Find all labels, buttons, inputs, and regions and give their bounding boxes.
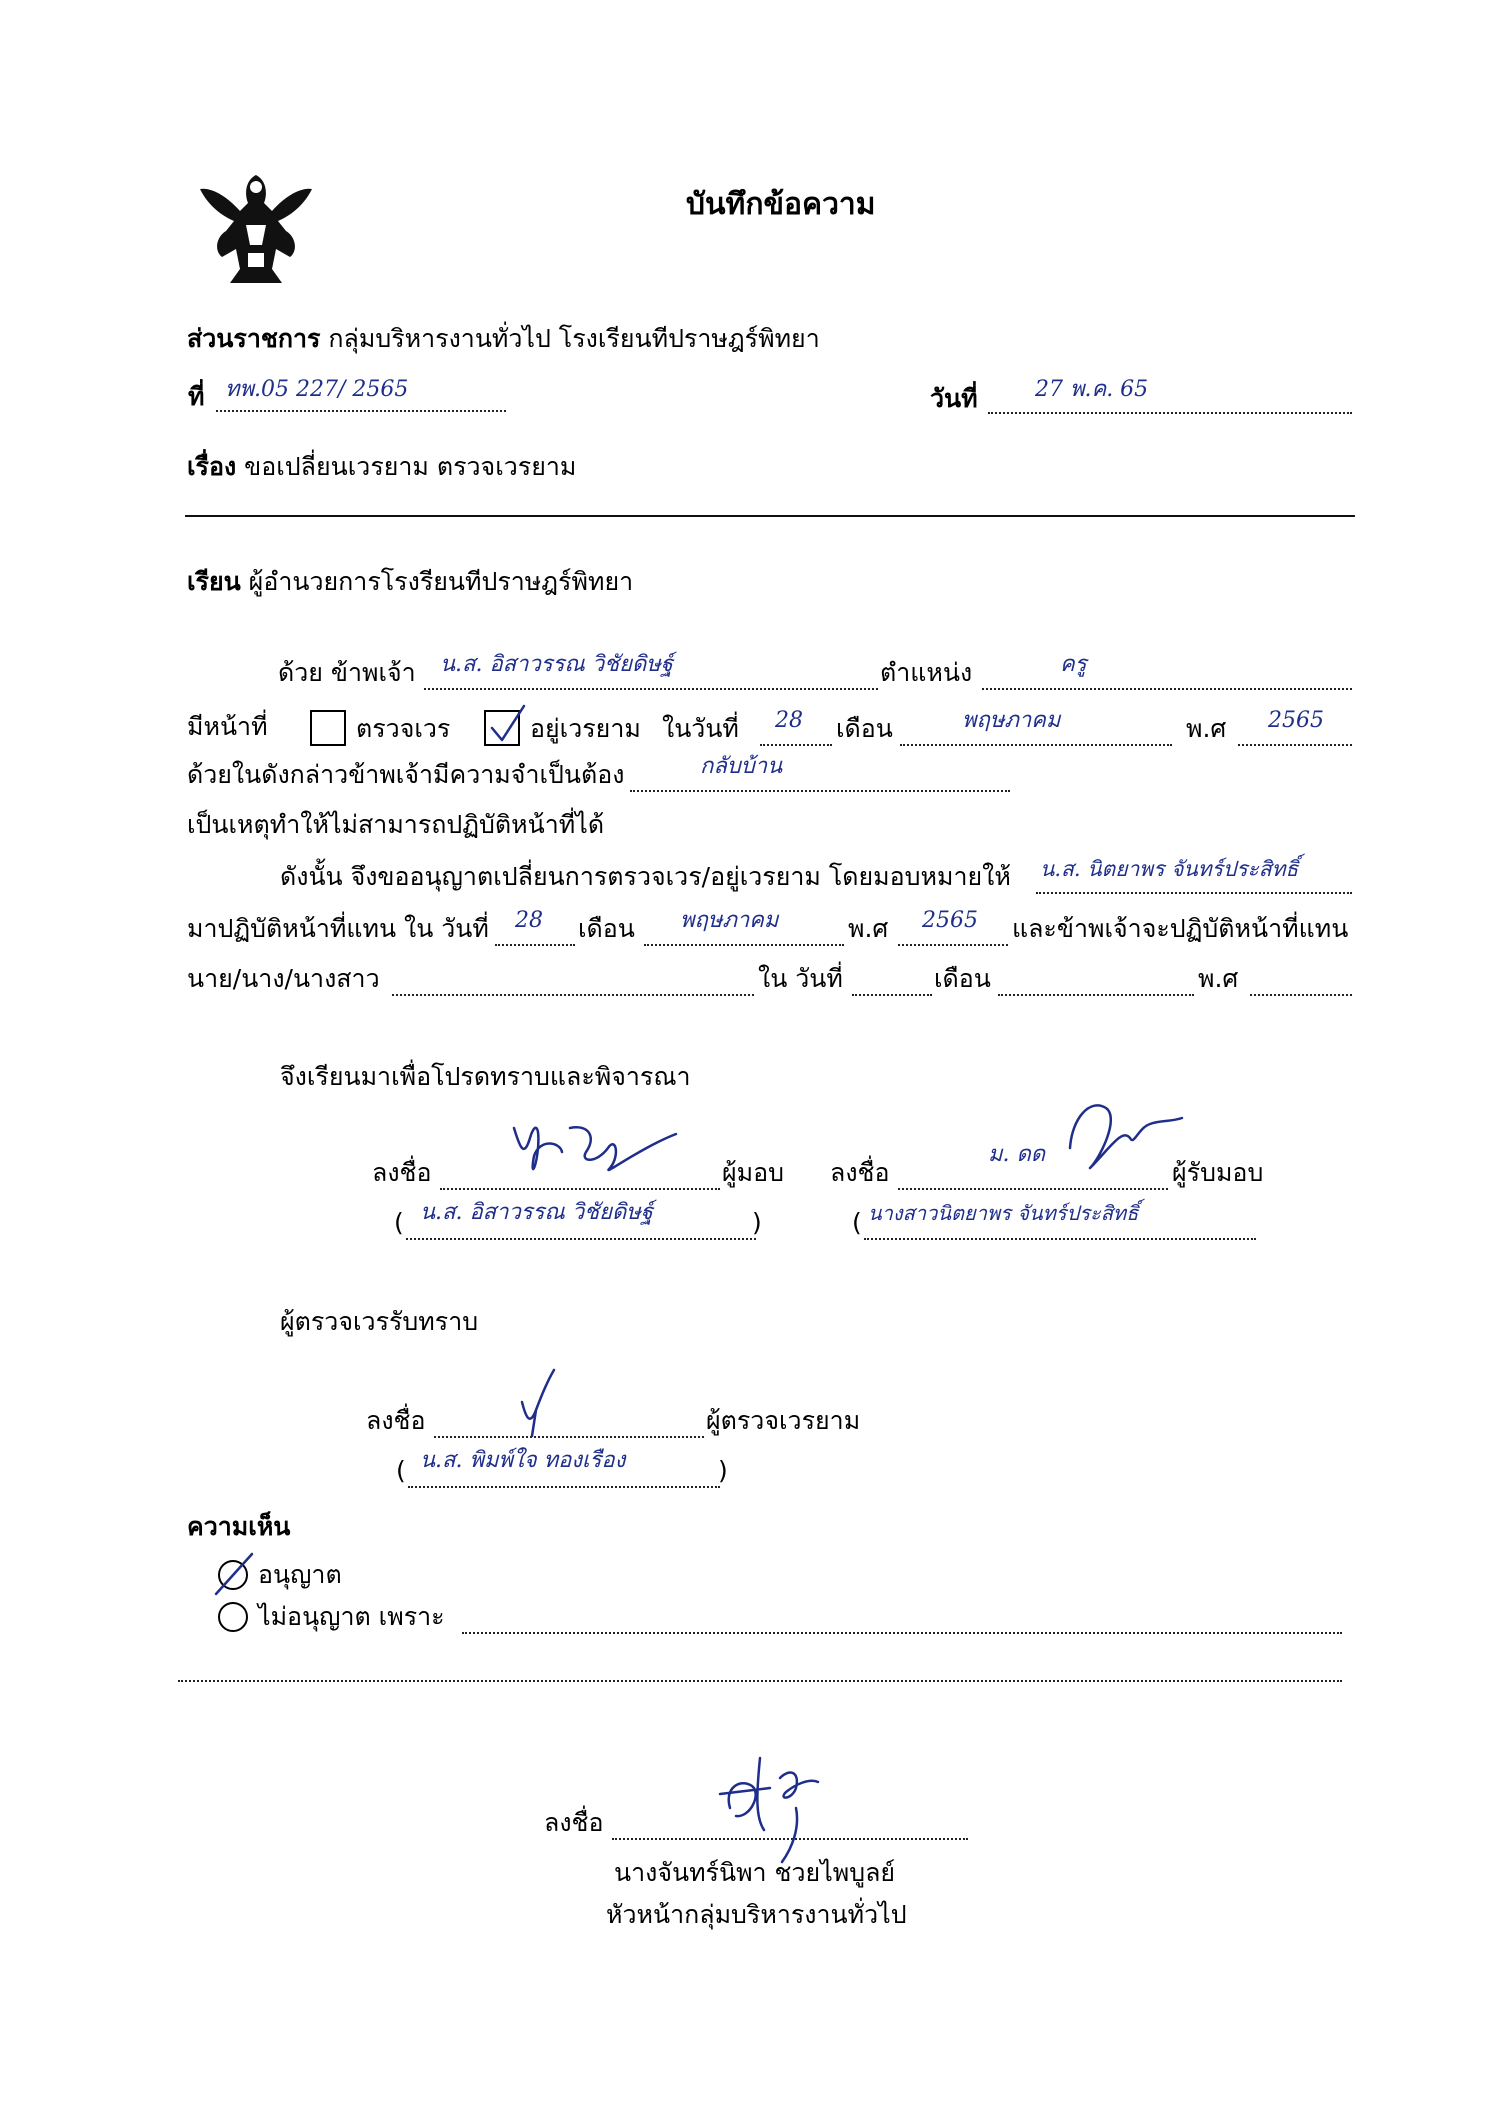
reject-reason-dotline [462, 1632, 1342, 1634]
to-value: ผู้อำนวยการโรงรียนทีปราษฎร์พิทยา [248, 567, 634, 596]
duty-label: มีหน้าที่ [187, 712, 268, 741]
to-label: เรียน [187, 567, 241, 596]
p1-pos-dotline [982, 688, 1352, 690]
p3-year-label: พ.ศ [848, 914, 889, 943]
p4-lead: นาย/นาง/นางสาว [187, 964, 380, 993]
inspector-signature [508, 1366, 568, 1442]
inspector-name: น.ส. พิมพ์ใจ ทองเรือง [420, 1448, 626, 1473]
p4-year-label: พ.ศ [1198, 964, 1239, 993]
year-dotline [1238, 744, 1352, 746]
month-value: พฤษภาคม [962, 708, 1061, 733]
p4-month-label: เดือน [934, 964, 991, 993]
p1-name-dotline [424, 688, 878, 690]
receiver-role: ผู้รับมอบ [1172, 1158, 1264, 1187]
inspector-sign-dotline [434, 1436, 704, 1438]
inspector-role: ผู้ตรวจเวรยาม [706, 1406, 861, 1435]
approve-label: อนุญาต [258, 1560, 342, 1589]
date-value: 27 พ.ค. 65 [1035, 377, 1149, 402]
giver-role: ผู้มอบ [722, 1158, 785, 1187]
inspector-ack: ผู้ตรวจเวรรับทราบ [280, 1307, 479, 1336]
p2-name: น.ส. นิตยาพร จันทร์ประสิทธิ์ [1040, 857, 1299, 881]
dept-label: ส่วนราชการ [187, 324, 321, 353]
p1-pos-label: ตำแหน่ง [880, 658, 973, 687]
p3-month: พฤษภาคม [680, 908, 779, 933]
opinion-label: ความเห็น [187, 1512, 291, 1541]
ref-value: ทพ.05 227/ 2565 [225, 377, 409, 402]
giver-name-dotline [406, 1238, 756, 1240]
inspector-paren-open: ( [396, 1456, 406, 1485]
reject-reason-dotline-2 [178, 1680, 1342, 1682]
approve-mark-icon [212, 1550, 256, 1598]
p4-day-dotline [852, 994, 932, 996]
receiver-name-dotline [864, 1238, 1256, 1240]
reason-dotline [630, 790, 1010, 792]
page-title: บันทึกข้อความ [686, 187, 876, 222]
reason-lead: ด้วยในดังกล่าวข้าพเจ้ามีความจำเป็นต้อง [187, 760, 625, 789]
inspector-sign-label: ลงชื่อ [366, 1406, 426, 1435]
header-divider [185, 515, 1355, 517]
receiver-initials: ม. ดด [988, 1142, 1046, 1167]
head-name: นางจันทร์นิพา ชวยไพบูลย์ [614, 1858, 896, 1887]
p4-month-dotline [998, 994, 1194, 996]
reason-tail: เป็นเหตุทำให้ไม่สามารถปฏิบัติหน้าที่ได้ [187, 810, 605, 839]
year-label: พ.ศ [1186, 714, 1227, 743]
receiver-signature [1060, 1088, 1190, 1178]
giver-signature [500, 1108, 680, 1188]
dept-value: กลุ่มบริหารงานทั่วไป โรงเรียนทีปราษฎร์พิทยา [328, 324, 820, 353]
p3-month-dotline [644, 944, 844, 946]
on-day-label: ในวันที่ [662, 714, 739, 743]
ref-label: ที่ [188, 382, 205, 411]
day-dotline [760, 744, 832, 746]
p4-day-label: ใน วันที่ [758, 964, 843, 993]
p2-lead: ดังนั้น จึงขออนุญาตเปลี่ยนการตรวจเวร/อยู่เวรยาม โดยมอบหมายให้ [280, 862, 1011, 891]
inspect-checkbox[interactable] [310, 710, 346, 746]
subject-label: เรื่อง [187, 452, 237, 481]
opt-inspect-label: ตรวจเวร [356, 714, 451, 743]
subject-value: ขอเปลี่ยนเวรยาม ตรวจเวรยาม [244, 452, 577, 481]
day-value: 28 [775, 708, 803, 733]
ref-dotline [216, 410, 506, 412]
giver-sign-label: ลงชื่อ [372, 1158, 432, 1187]
year-value: 2565 [1268, 708, 1324, 733]
reject-label: ไม่อนุญาต เพราะ [258, 1602, 445, 1631]
giver-paren-close: ) [752, 1208, 762, 1237]
opt-guard-label: อยู่เวรยาม [530, 714, 641, 743]
head-signature [700, 1738, 830, 1868]
p3-day: 28 [515, 908, 543, 933]
p3-year-dotline [898, 944, 1008, 946]
giver-sign-dotline [440, 1188, 720, 1190]
inspector-paren-close: ) [718, 1456, 728, 1485]
p2-name-dotline [1036, 892, 1352, 894]
month-label: เดือน [836, 714, 893, 743]
head-title: หัวหน้ากลุ่มบริหารงานทั่วไป [606, 1900, 907, 1929]
reject-radio[interactable] [218, 1602, 248, 1632]
to-line [187, 565, 633, 599]
closing-text: จึงเรียนมาเพื่อโปรดทราบและพิจารณา [280, 1062, 691, 1091]
checkmark-icon [488, 702, 528, 746]
p1-pos-value: ครู [1060, 652, 1087, 677]
p3-month-label: เดือน [578, 914, 635, 943]
p1-name: น.ส. อิสาวรรณ วิชัยดิษฐ์ [440, 652, 673, 677]
giver-paren-open: ( [394, 1208, 404, 1237]
date-dotline [988, 412, 1352, 414]
giver-name: น.ส. อิสาวรรณ วิชัยดิษฐ์ [420, 1200, 653, 1225]
p4-year-dotline [1250, 994, 1352, 996]
p1-lead: ด้วย ข้าพเจ้า [278, 658, 416, 687]
inspector-name-dotline [408, 1486, 720, 1488]
garuda-emblem-icon [196, 165, 316, 290]
month-dotline [900, 744, 1172, 746]
p4-name-dotline [392, 994, 754, 996]
p3-tail: และข้าพเจ้าจะปฏิบัติหน้าที่แทน [1012, 914, 1349, 943]
reason-value: กลับบ้าน [700, 754, 783, 779]
subject-line [187, 450, 576, 484]
p3-year: 2565 [922, 908, 978, 933]
head-sign-label: ลงชื่อ [544, 1808, 604, 1837]
receiver-paren-open: ( [852, 1208, 862, 1237]
p3-day-dotline [495, 944, 575, 946]
receiver-sign-dotline [898, 1188, 1168, 1190]
receiver-name: นางสาวนิตยาพร จันทร์ประสิทธิ์ [868, 1201, 1139, 1225]
date-label: วันที่ [930, 384, 978, 413]
department-line [187, 322, 820, 356]
p3-lead: มาปฏิบัติหน้าที่แทน ใน วันที่ [187, 914, 489, 943]
receiver-sign-label: ลงชื่อ [830, 1158, 890, 1187]
